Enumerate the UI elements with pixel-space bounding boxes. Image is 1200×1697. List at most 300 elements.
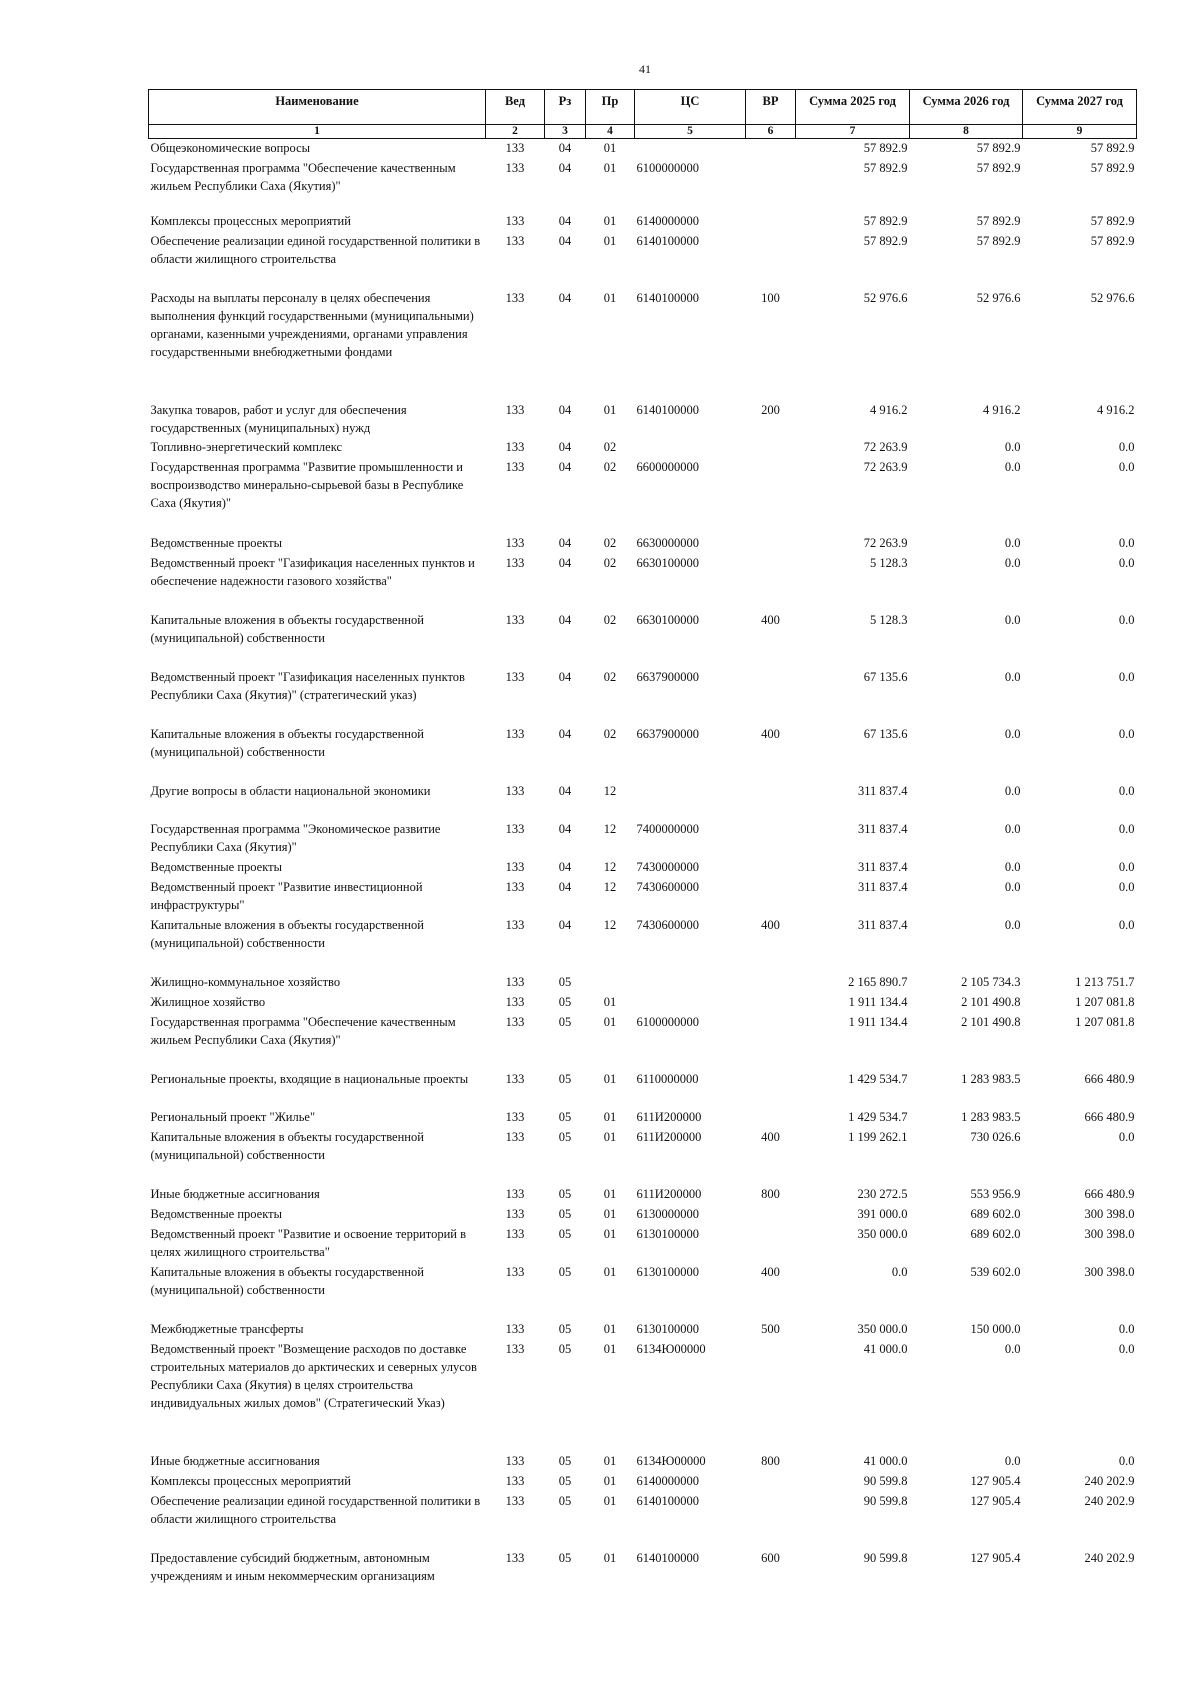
row-cs: 6100000000 <box>636 160 699 175</box>
table-row <box>149 1013 1137 1070</box>
row-name: Государственная программа "Обеспечение качественным жильем Республики Саха (Якутия)" <box>150 160 456 193</box>
row-vr: 400 <box>761 612 780 627</box>
row-rz: 04 <box>558 917 572 932</box>
row-sum-2027: 1 213 751.7 <box>1075 974 1135 989</box>
row-cs: 6140000000 <box>636 1473 699 1488</box>
row-sum-2027: 0.0 <box>1118 555 1135 570</box>
table-row <box>149 438 1137 458</box>
row-pr: 01 <box>603 1014 617 1029</box>
row-pr: 12 <box>603 783 617 798</box>
row-pr: 01 <box>603 1341 617 1356</box>
row-ved: 133 <box>505 459 525 474</box>
row-vr: 200 <box>761 402 780 417</box>
row-sum-2026: 0.0 <box>1004 726 1021 741</box>
row-cs <box>635 782 746 820</box>
row-sum-2026: 57 892.9 <box>976 233 1021 248</box>
row-name: Ведомственные проекты <box>150 535 283 550</box>
row-ved: 133 <box>505 783 525 798</box>
row-pr: 01 <box>603 213 617 228</box>
column-number: 2 <box>486 125 545 139</box>
row-vr: 800 <box>761 1453 780 1468</box>
row-sum-2027: 240 202.9 <box>1084 1473 1135 1488</box>
row-cs: 6600000000 <box>636 459 699 474</box>
row-name: Ведомственные проекты <box>150 859 283 874</box>
row-sum-2027: 0.0 <box>1118 859 1135 874</box>
row-sum-2025: 5 128.3 <box>870 612 908 627</box>
row-name: Ведомственный проект "Газификация населенных пунктов Республики Саха (Якутия)" (стратегический указ) <box>150 669 465 702</box>
table-row <box>149 1320 1137 1340</box>
row-rz: 04 <box>558 402 572 417</box>
row-pr: 01 <box>603 994 617 1009</box>
row-rz: 05 <box>558 1071 572 1086</box>
row-sum-2027: 57 892.9 <box>1090 141 1135 155</box>
row-name: Обеспечение реализации единой государственной политики в области жилищного строительства <box>150 1493 481 1526</box>
row-name: Региональные проекты, входящие в национальные проекты <box>150 1071 469 1086</box>
table-row <box>149 668 1137 725</box>
table-row <box>149 1263 1137 1320</box>
row-rz: 04 <box>558 160 572 175</box>
row-sum-2025: 41 000.0 <box>863 1453 908 1468</box>
row-pr: 12 <box>603 821 617 836</box>
row-vr <box>746 232 796 289</box>
table-row <box>149 401 1137 438</box>
row-name: Государственная программа "Обеспечение качественным жильем Республики Саха (Якутия)" <box>150 1014 456 1047</box>
row-ved: 133 <box>505 917 525 932</box>
row-sum-2026: 539 602.0 <box>970 1264 1021 1279</box>
row-sum-2025: 1 429 534.7 <box>848 1109 908 1124</box>
row-name: Капитальные вложения в объекты государственной (муниципальной) собственности <box>150 726 424 759</box>
row-rz: 05 <box>558 1129 572 1144</box>
row-vr <box>746 973 796 993</box>
row-sum-2026: 0.0 <box>1004 1453 1021 1468</box>
row-rz: 04 <box>558 726 572 741</box>
row-cs: 6140100000 <box>636 233 699 248</box>
table-row <box>149 878 1137 916</box>
table-row <box>149 1205 1137 1225</box>
row-ved: 133 <box>505 1493 525 1508</box>
row-rz: 05 <box>558 994 572 1009</box>
row-ved: 133 <box>505 1186 525 1201</box>
row-sum-2026: 127 905.4 <box>970 1550 1021 1565</box>
row-ved: 133 <box>505 1071 525 1086</box>
row-cs: 6140100000 <box>636 1493 699 1508</box>
row-ved: 133 <box>505 1473 525 1488</box>
row-rz: 04 <box>558 535 572 550</box>
row-sum-2027: 57 892.9 <box>1090 233 1135 248</box>
row-rz: 04 <box>558 141 572 155</box>
row-vr <box>746 1225 796 1263</box>
table-body <box>149 139 1137 1587</box>
column-number: 5 <box>635 125 746 139</box>
row-pr <box>586 973 635 993</box>
row-ved: 133 <box>505 612 525 627</box>
row-cs: 6110000000 <box>636 1071 699 1086</box>
row-vr <box>746 1205 796 1225</box>
row-sum-2025: 4 916.2 <box>870 402 908 417</box>
row-sum-2027: 0.0 <box>1118 1341 1135 1356</box>
row-cs: 6140100000 <box>636 402 699 417</box>
row-sum-2025: 67 135.6 <box>863 669 908 684</box>
row-ved: 133 <box>505 233 525 248</box>
row-rz: 05 <box>558 1109 572 1124</box>
row-pr: 01 <box>603 1226 617 1241</box>
row-rz: 05 <box>558 1206 572 1221</box>
row-sum-2026: 0.0 <box>1004 612 1021 627</box>
row-sum-2027: 0.0 <box>1118 1129 1135 1144</box>
row-cs <box>635 973 746 993</box>
row-rz: 04 <box>558 213 572 228</box>
row-rz: 05 <box>558 1550 572 1565</box>
row-sum-2025: 67 135.6 <box>863 726 908 741</box>
row-vr <box>746 878 796 916</box>
row-rz: 05 <box>558 974 572 989</box>
row-sum-2026: 4 916.2 <box>983 402 1021 417</box>
row-cs <box>635 993 746 1013</box>
row-name: Ведомственный проект "Развитие инвестиционной инфраструктуры" <box>150 879 423 912</box>
row-name: Жилищное хозяйство <box>150 994 266 1009</box>
row-vr: 800 <box>761 1186 780 1201</box>
table-row <box>149 1340 1137 1452</box>
row-name: Комплексы процессных мероприятий <box>150 213 351 228</box>
row-sum-2026: 0.0 <box>1004 669 1021 684</box>
row-ved: 133 <box>505 439 525 454</box>
row-sum-2025: 311 837.4 <box>857 879 908 894</box>
row-ved: 133 <box>505 1550 525 1565</box>
row-sum-2025: 1 911 134.4 <box>848 994 908 1009</box>
table-row <box>149 1549 1137 1587</box>
row-sum-2026: 0.0 <box>1004 1341 1021 1356</box>
row-rz: 04 <box>558 783 572 798</box>
row-pr: 01 <box>603 1264 617 1279</box>
column-number: 7 <box>796 125 910 139</box>
row-pr: 01 <box>603 1206 617 1221</box>
row-name: Иные бюджетные ассигнования <box>150 1186 320 1201</box>
row-rz: 04 <box>558 459 572 474</box>
row-sum-2025: 391 000.0 <box>857 1206 908 1221</box>
row-sum-2027: 0.0 <box>1118 821 1135 836</box>
row-vr <box>746 993 796 1013</box>
row-sum-2027: 0.0 <box>1118 917 1135 932</box>
row-cs: 6134Ю00000 <box>636 1341 706 1356</box>
row-pr: 12 <box>603 917 617 932</box>
row-sum-2025: 57 892.9 <box>863 160 908 175</box>
header-row <box>149 90 1137 125</box>
row-sum-2027: 0.0 <box>1118 439 1135 454</box>
row-sum-2025: 90 599.8 <box>863 1550 908 1565</box>
row-sum-2026: 1 283 983.5 <box>961 1109 1021 1124</box>
row-cs: 611И200000 <box>636 1129 702 1144</box>
row-pr: 01 <box>603 160 617 175</box>
row-pr: 01 <box>603 141 617 155</box>
row-cs: 6130100000 <box>636 1226 699 1241</box>
row-sum-2025: 230 272.5 <box>857 1186 908 1201</box>
row-sum-2026: 689 602.0 <box>970 1206 1021 1221</box>
column-number: 4 <box>586 125 635 139</box>
row-name: Капитальные вложения в объекты государственной (муниципальной) собственности <box>150 1129 424 1162</box>
row-pr: 01 <box>603 1186 617 1201</box>
row-pr: 02 <box>603 612 617 627</box>
row-sum-2027: 300 398.0 <box>1084 1226 1135 1241</box>
row-cs: 6130100000 <box>636 1264 699 1279</box>
row-pr: 02 <box>603 459 617 474</box>
row-sum-2025: 5 128.3 <box>870 555 908 570</box>
row-vr: 400 <box>761 1129 780 1144</box>
row-name: Другие вопросы в области национальной экономики <box>150 783 431 798</box>
row-sum-2026: 52 976.6 <box>976 290 1021 305</box>
row-ved: 133 <box>505 1226 525 1241</box>
row-name: Капитальные вложения в объекты государственной (муниципальной) собственности <box>150 1264 424 1297</box>
row-sum-2027: 0.0 <box>1118 612 1135 627</box>
row-sum-2026: 127 905.4 <box>970 1473 1021 1488</box>
row-sum-2027: 240 202.9 <box>1084 1493 1135 1508</box>
row-rz: 05 <box>558 1453 572 1468</box>
row-sum-2025: 57 892.9 <box>863 141 908 155</box>
row-sum-2026: 0.0 <box>1004 555 1021 570</box>
row-vr <box>746 782 796 820</box>
row-vr <box>746 1108 796 1128</box>
row-vr <box>746 858 796 878</box>
row-pr: 01 <box>603 1453 617 1468</box>
row-sum-2025: 1 199 262.1 <box>848 1129 908 1144</box>
row-ved: 133 <box>505 290 525 305</box>
row-pr: 01 <box>603 1493 617 1508</box>
row-rz: 05 <box>558 1341 572 1356</box>
row-rz: 05 <box>558 1226 572 1241</box>
row-sum-2027: 666 480.9 <box>1084 1109 1135 1124</box>
row-sum-2025: 90 599.8 <box>863 1493 908 1508</box>
row-ved: 133 <box>505 1109 525 1124</box>
row-sum-2025: 2 165 890.7 <box>848 974 908 989</box>
row-vr: 400 <box>761 917 780 932</box>
row-rz: 04 <box>558 555 572 570</box>
row-vr: 500 <box>761 1321 780 1336</box>
row-vr <box>746 1472 796 1492</box>
row-sum-2025: 311 837.4 <box>857 821 908 836</box>
row-vr: 600 <box>761 1550 780 1565</box>
table-row <box>149 289 1137 401</box>
row-sum-2027: 57 892.9 <box>1090 213 1135 228</box>
table-row <box>149 993 1137 1013</box>
row-vr <box>746 139 796 159</box>
row-ved: 133 <box>505 141 525 155</box>
table-row <box>149 1472 1137 1492</box>
row-sum-2027: 0.0 <box>1118 726 1135 741</box>
table-row <box>149 1225 1137 1263</box>
row-cs: 611И200000 <box>636 1109 702 1124</box>
row-name: Капитальные вложения в объекты государственной (муниципальной) собственности <box>150 917 424 950</box>
row-pr: 01 <box>603 1109 617 1124</box>
row-vr <box>746 1340 796 1452</box>
row-vr <box>746 1070 796 1108</box>
row-name: Ведомственный проект "Развитие и освоение территорий в целях жилищного строительства" <box>150 1226 466 1259</box>
row-ved: 133 <box>505 974 525 989</box>
row-name: Государственная программа "Экономическое развитие Республики Саха (Якутия)" <box>150 821 441 854</box>
row-sum-2027: 666 480.9 <box>1084 1186 1135 1201</box>
row-name: Расходы на выплаты персоналу в целях обеспечения выполнения функций государственными (муниципальными) органами, казенными учреждениями, органами управления государственными внебюджетными фондами <box>150 290 474 359</box>
row-sum-2027: 57 892.9 <box>1090 160 1135 175</box>
table-row <box>149 820 1137 858</box>
row-sum-2027: 240 202.9 <box>1084 1550 1135 1565</box>
row-rz: 04 <box>558 290 572 305</box>
row-sum-2027: 0.0 <box>1118 459 1135 474</box>
row-pr: 02 <box>603 439 617 454</box>
row-ved: 133 <box>505 1129 525 1144</box>
row-sum-2027: 300 398.0 <box>1084 1206 1135 1221</box>
row-sum-2025: 311 837.4 <box>857 783 908 798</box>
row-sum-2025: 57 892.9 <box>863 213 908 228</box>
row-vr <box>746 1492 796 1549</box>
table-row <box>149 554 1137 611</box>
row-ved: 133 <box>505 726 525 741</box>
row-sum-2026: 0.0 <box>1004 459 1021 474</box>
row-ved: 133 <box>505 669 525 684</box>
row-sum-2027: 1 207 081.8 <box>1075 1014 1135 1029</box>
column-number: 1 <box>149 125 486 139</box>
row-ved: 133 <box>505 213 525 228</box>
row-rz: 04 <box>558 669 572 684</box>
row-rz: 05 <box>558 1014 572 1029</box>
table-row <box>149 858 1137 878</box>
header-rz: Рз <box>545 90 586 125</box>
row-pr: 01 <box>603 1321 617 1336</box>
row-name: Закупка товаров, работ и услуг для обеспечения государственных (муниципальных) нужд <box>150 402 407 435</box>
row-sum-2026: 0.0 <box>1004 859 1021 874</box>
table-row <box>149 139 1137 159</box>
row-pr: 01 <box>603 1473 617 1488</box>
row-pr: 01 <box>603 1129 617 1144</box>
row-pr: 01 <box>603 233 617 248</box>
table-row <box>149 725 1137 782</box>
row-cs: 6140100000 <box>636 290 699 305</box>
row-cs: 7400000000 <box>636 821 699 836</box>
row-rz: 05 <box>558 1473 572 1488</box>
row-vr <box>746 1013 796 1070</box>
row-cs: 7430600000 <box>636 917 699 932</box>
column-number: 3 <box>545 125 586 139</box>
row-name: Капитальные вложения в объекты государственной (муниципальной) собственности <box>150 612 424 645</box>
row-vr <box>746 438 796 458</box>
row-name: Обеспечение реализации единой государственной политики в области жилищного строительства <box>150 233 481 266</box>
row-ved: 133 <box>505 402 525 417</box>
table-row <box>149 1452 1137 1472</box>
row-name: Топливно-энергетический комплекс <box>150 439 342 454</box>
row-name: Предоставление субсидий бюджетным, автономным учреждениям и иным некоммерческим организациям <box>150 1550 435 1583</box>
row-rz: 04 <box>558 859 572 874</box>
row-cs: 6637900000 <box>636 669 699 684</box>
row-sum-2025: 57 892.9 <box>863 233 908 248</box>
header-name: Наименование <box>149 90 486 125</box>
row-cs: 6130000000 <box>636 1206 699 1221</box>
row-sum-2026: 57 892.9 <box>976 160 1021 175</box>
row-ved: 133 <box>505 1453 525 1468</box>
header-ved: Вед <box>486 90 545 125</box>
row-rz: 05 <box>558 1186 572 1201</box>
row-cs: 6100000000 <box>636 1014 699 1029</box>
row-rz: 04 <box>558 821 572 836</box>
row-sum-2025: 72 263.9 <box>863 439 908 454</box>
row-ved: 133 <box>505 1321 525 1336</box>
row-cs: 611И200000 <box>636 1186 702 1201</box>
row-vr <box>746 668 796 725</box>
row-sum-2026: 150 000.0 <box>970 1321 1021 1336</box>
row-pr: 01 <box>603 290 617 305</box>
row-sum-2025: 72 263.9 <box>863 459 908 474</box>
table-row <box>149 212 1137 232</box>
row-ved: 133 <box>505 555 525 570</box>
row-sum-2027: 0.0 <box>1118 879 1135 894</box>
table-row <box>149 1128 1137 1185</box>
table-row <box>149 916 1137 973</box>
row-sum-2027: 52 976.6 <box>1090 290 1135 305</box>
row-rz: 04 <box>558 612 572 627</box>
row-sum-2026: 689 602.0 <box>970 1226 1021 1241</box>
row-cs: 7430600000 <box>636 879 699 894</box>
row-ved: 133 <box>505 859 525 874</box>
row-sum-2026: 2 101 490.8 <box>961 994 1021 1009</box>
table-row <box>149 1185 1137 1205</box>
column-number: 9 <box>1023 125 1137 139</box>
row-pr: 01 <box>603 402 617 417</box>
row-name: Государственная программа "Развитие промышленности и воспроизводство минерально-сырьевой базы в Республике Саха (Якутия)" <box>150 459 464 510</box>
row-pr: 12 <box>603 859 617 874</box>
row-sum-2026: 0.0 <box>1004 439 1021 454</box>
row-pr: 02 <box>603 555 617 570</box>
row-pr: 02 <box>603 535 617 550</box>
row-cs <box>635 139 746 159</box>
row-pr: 12 <box>603 879 617 894</box>
row-rz: 05 <box>558 1493 572 1508</box>
table-row <box>149 973 1137 993</box>
row-pr: 01 <box>603 1550 617 1565</box>
row-sum-2026: 0.0 <box>1004 821 1021 836</box>
row-name: Региональный проект "Жилье" <box>150 1109 316 1124</box>
row-sum-2026: 0.0 <box>1004 879 1021 894</box>
row-pr: 01 <box>603 1071 617 1086</box>
row-sum-2025: 41 000.0 <box>863 1341 908 1356</box>
header-pr: Пр <box>586 90 635 125</box>
row-cs: 6630000000 <box>636 535 699 550</box>
row-cs: 7430000000 <box>636 859 699 874</box>
table-row <box>149 782 1137 820</box>
row-sum-2026: 2 105 734.3 <box>961 974 1021 989</box>
row-sum-2025: 350 000.0 <box>857 1321 908 1336</box>
row-vr <box>746 159 796 212</box>
row-ved: 133 <box>505 879 525 894</box>
row-name: Ведомственные проекты <box>150 1206 283 1221</box>
row-name: Иные бюджетные ассигнования <box>150 1453 320 1468</box>
header-sum-2026: Сумма 2026 год <box>910 90 1023 125</box>
row-name: Ведомственный проект "Газификация населенных пунктов и обеспечение надежности газового хозяйства" <box>150 555 475 588</box>
row-ved: 133 <box>505 1264 525 1279</box>
table-row <box>149 1070 1137 1108</box>
row-sum-2027: 0.0 <box>1118 1321 1135 1336</box>
table-row <box>149 458 1137 534</box>
row-sum-2026: 2 101 490.8 <box>961 1014 1021 1029</box>
row-sum-2025: 52 976.6 <box>863 290 908 305</box>
row-ved: 133 <box>505 821 525 836</box>
header-sum-2027: Сумма 2027 год <box>1023 90 1137 125</box>
header-vr: ВР <box>746 90 796 125</box>
row-sum-2026: 0.0 <box>1004 783 1021 798</box>
row-ved: 133 <box>505 160 525 175</box>
table-row <box>149 232 1137 289</box>
row-sum-2027: 0.0 <box>1118 669 1135 684</box>
row-name: Жилищно-коммунальное хозяйство <box>150 974 341 989</box>
row-sum-2026: 0.0 <box>1004 535 1021 550</box>
row-sum-2025: 311 837.4 <box>857 917 908 932</box>
row-sum-2027: 0.0 <box>1118 535 1135 550</box>
row-vr <box>746 820 796 858</box>
